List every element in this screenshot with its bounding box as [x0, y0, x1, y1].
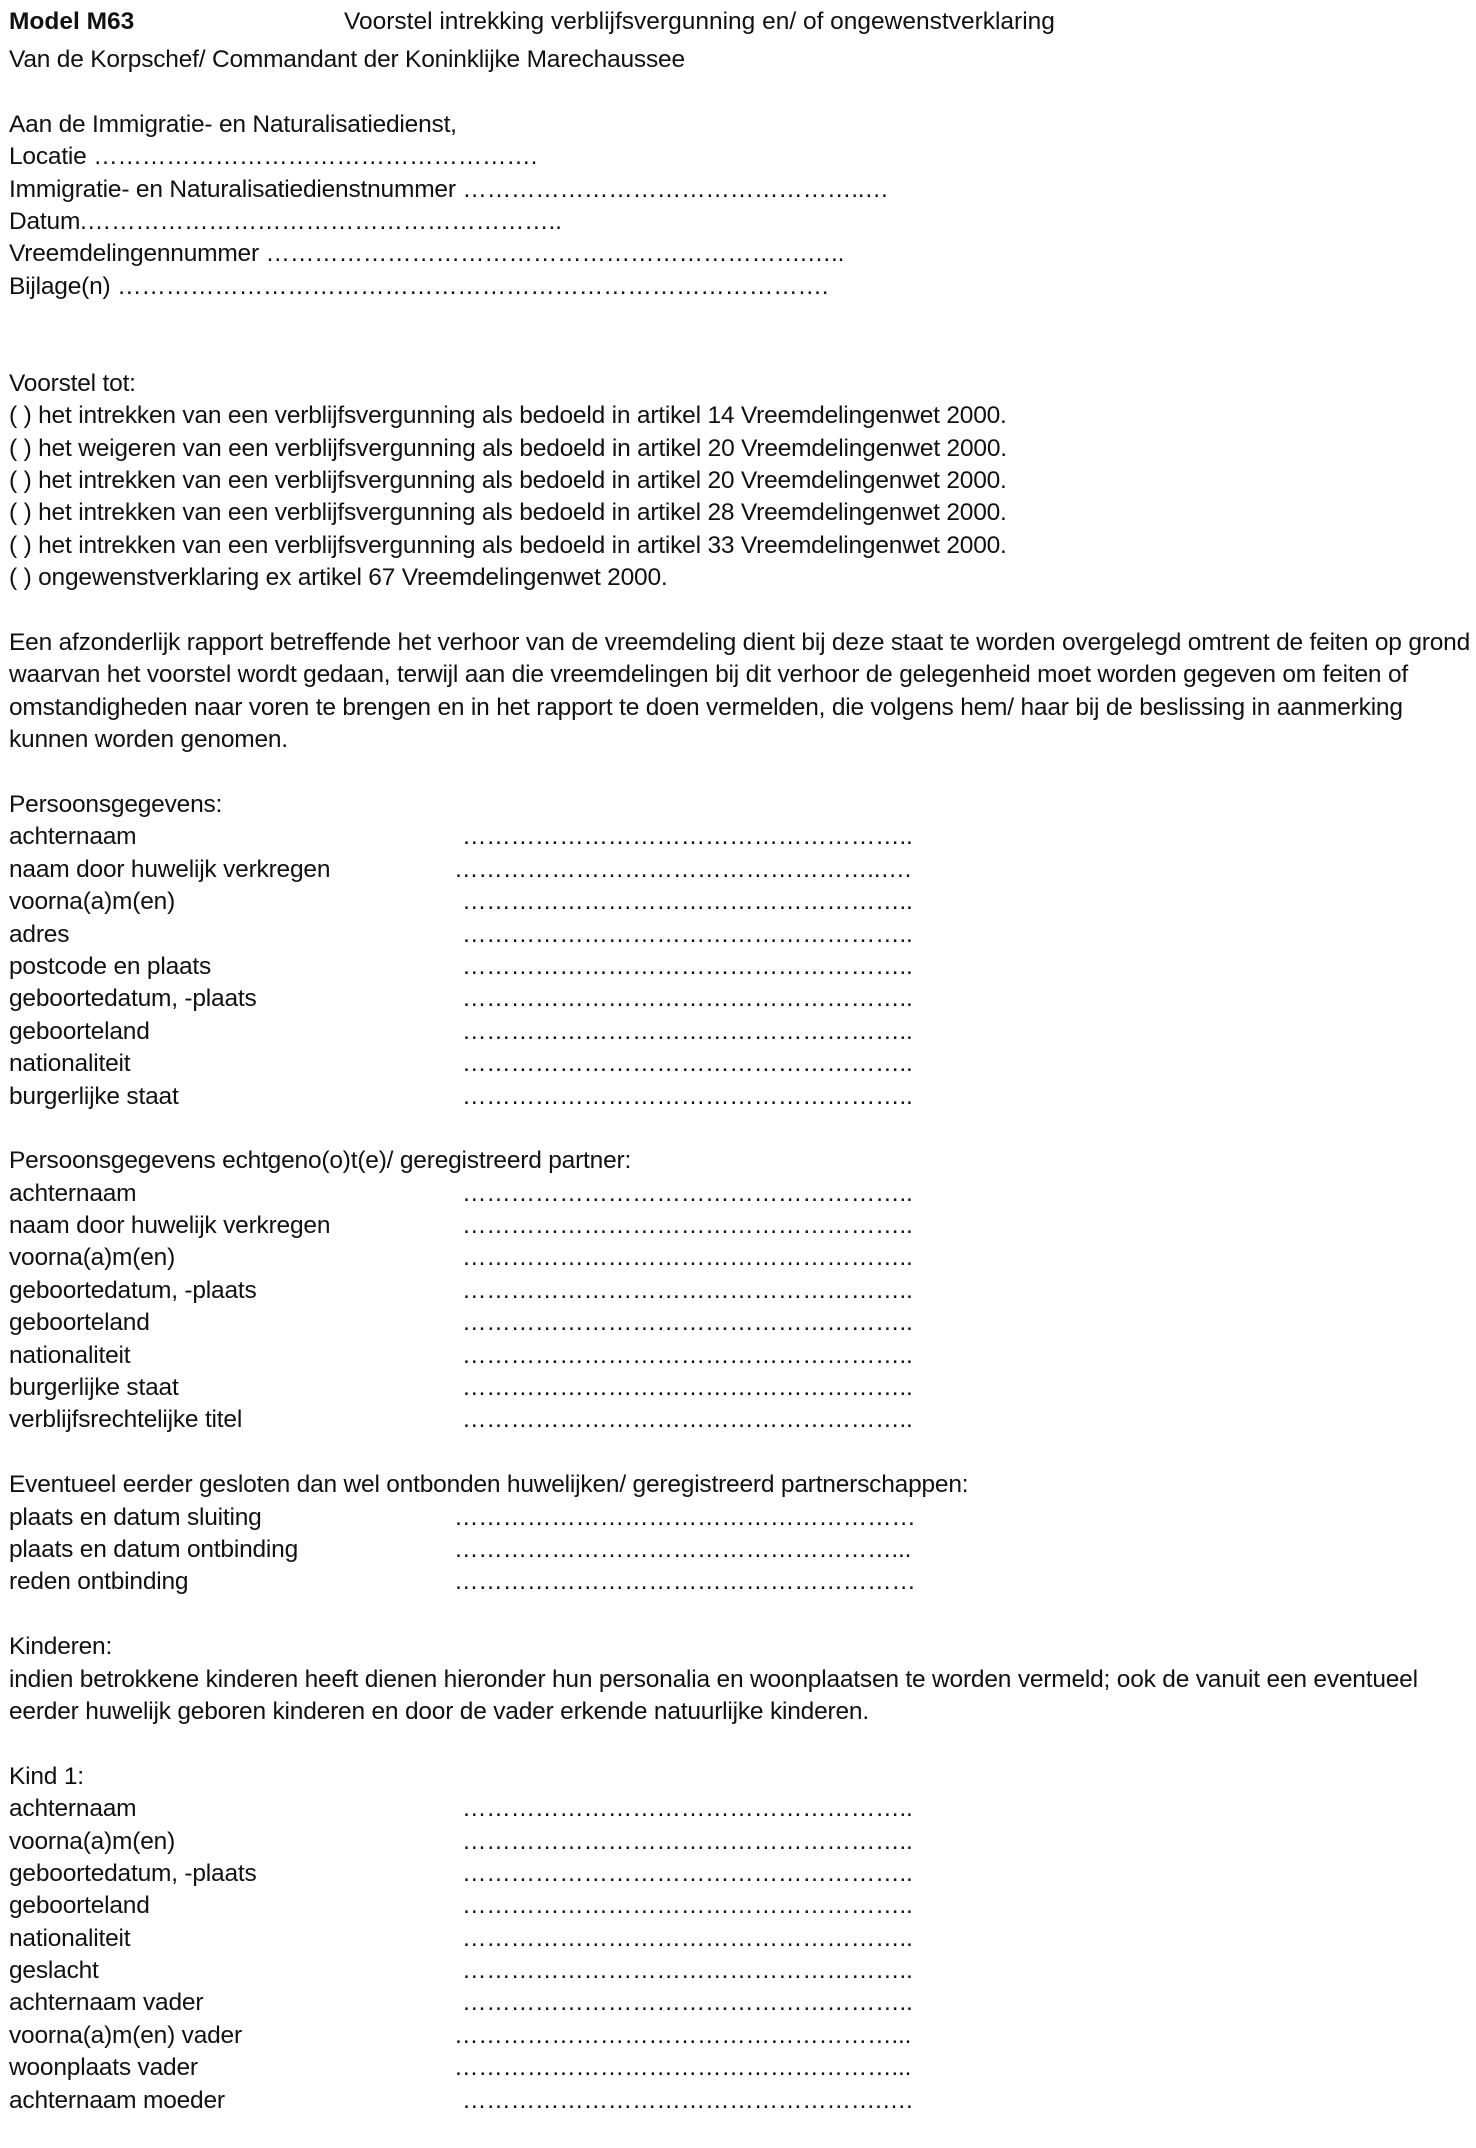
children-instruction: eerder huwelijk geboren kinderen en door de vader erkende natuurlijke kinderen. [9, 1697, 869, 1725]
children-instruction: indien betrokkene kinderen heeft dienen hieronder hun personalia en woonplaatsen te worden vermeld; ook de vanuit een eventueel [9, 1665, 1418, 1693]
proposal-option: ( ) het weigeren van een verblijfsvergunning als bedoeld in artikel 20 Vreemdelingenwet 2000. [9, 434, 1007, 462]
sender-line: Van de Korpschef/ Commandant der Koninklijke Marechaussee [9, 46, 685, 73]
field-dots: ……………………………………………….. [462, 1989, 913, 2017]
report-line: omstandigheden naar voren te brengen en in het rapport te doen vermelden, die volgens hem/ haar bij de beslissing in aanmerking [9, 693, 1403, 721]
form-row [9, 2052, 1449, 2084]
date-field: Datum.………………………………………………….. [9, 207, 562, 235]
field-dots: ……………………………………………….. [462, 1374, 913, 1402]
field-dots: ……………………………………………….. [462, 1406, 913, 1434]
field-label: adres [9, 920, 70, 948]
personal-data-section [9, 789, 1449, 1113]
form-row [9, 1890, 1449, 1922]
proposal-heading: Voorstel tot: [9, 369, 136, 397]
proposal-option: ( ) het intrekken van een verblijfsvergunning als bedoeld in artikel 14 Vreemdelingenwet 2000. [9, 402, 1007, 430]
proposal-option: ( ) het intrekken van een verblijfsvergunning als bedoeld in artikel 33 Vreemdelingenwet 2000. [9, 531, 1007, 559]
proposal-option: ( ) het intrekken van een verblijfsvergunning als bedoeld in artikel 20 Vreemdelingenwet 2000. [9, 467, 1007, 495]
report-line: waarvan het voorstel wordt gedaan, terwijl aan die vreemdelingen bij dit verhoor de gelegenheid moet worden gegeven om feiten of [9, 661, 1409, 689]
form-row [9, 919, 1449, 951]
report-line: Een afzonderlijk rapport betreffende het verhoor van de vreemdeling dient bij deze staat te worden overgelegd omtrent de feiten op grond [9, 629, 1470, 657]
field-dots: ……………………………………………….. [462, 920, 913, 948]
form-row [9, 1534, 1449, 1566]
form-row [9, 1210, 1449, 1242]
report-line: kunnen worden genomen. [9, 726, 288, 754]
document-header [9, 0, 1449, 44]
field-dots: ……………………………………………….. [462, 985, 913, 1013]
form-row [9, 1016, 1449, 1048]
field-label: geboorteland [9, 1892, 150, 1920]
field-label: achternaam vader [9, 1989, 204, 2017]
field-dots: ………………………………………………... [454, 1535, 912, 1563]
field-label: geboortedatum, -plaats [9, 1276, 257, 1304]
ind-number-field: Immigratie- en Naturalisatiedienstnummer …………………………………………..… [9, 175, 889, 203]
field-label: geboortedatum, -plaats [9, 985, 257, 1013]
proposal-option: ( ) ongewenstverklaring ex artikel 67 Vreemdelingenwet 2000. [9, 564, 668, 592]
field-dots: ……………………………………………….. [462, 1309, 913, 1337]
field-label: verblijfsrechtelijke titel [9, 1406, 243, 1434]
form-row [9, 2085, 1449, 2117]
field-label: nationaliteit [9, 1050, 131, 1078]
form-row [9, 1955, 1449, 1987]
form-row [9, 1372, 1449, 1404]
field-label: voorna(a)m(en) [9, 888, 176, 916]
field-label: plaats en datum sluiting [9, 1503, 262, 1531]
field-dots: ……………………………………………….. [462, 1082, 913, 1110]
field-dots: ……………………………………………….. [462, 1924, 913, 1952]
field-dots: ……………………………………………….. [462, 1892, 913, 1920]
field-dots: ……………………………………………….. [462, 1179, 913, 1207]
field-label: postcode en plaats [9, 952, 212, 980]
form-row [9, 1048, 1449, 1080]
field-label: reden ontbinding [9, 1568, 189, 1596]
form-row [9, 951, 1449, 983]
form-row [9, 983, 1449, 1015]
form-row [9, 1275, 1449, 1307]
proposal-section [9, 368, 1449, 595]
field-dots: ……………………………………………….. [462, 1795, 913, 1823]
form-row [9, 886, 1449, 918]
alien-number-field: Vreemdelingennummer ………………………………………………………….….. [9, 240, 845, 268]
field-dots: ……………………………………………….. [462, 1050, 913, 1078]
recipient-block [9, 109, 1449, 303]
form-row [9, 1340, 1449, 1372]
field-label: achternaam [9, 1179, 137, 1207]
form-row [9, 1793, 1449, 1825]
form-row [9, 1502, 1449, 1534]
field-dots: ………………………………………………... [454, 2021, 912, 2049]
field-dots: ……………………………………………….. [462, 1827, 913, 1855]
form-row [9, 1858, 1449, 1890]
field-dots: …………………………………………….…. [462, 2086, 913, 2114]
form-row [9, 1566, 1449, 1598]
proposal-option: ( ) het intrekken van een verblijfsvergunning als bedoeld in artikel 28 Vreemdelingenwet 2000. [9, 499, 1007, 527]
field-label: plaats en datum ontbinding [9, 1535, 299, 1563]
form-row [9, 1923, 1449, 1955]
field-dots: ……………………………………………….. [462, 1017, 913, 1045]
field-dots: ……………………………………………….. [462, 1276, 913, 1304]
marriages-section [9, 1469, 1449, 1599]
field-dots: ……………………………………………….. [462, 952, 913, 980]
location-field: Locatie ………………………………………………. [9, 143, 538, 171]
report-paragraph [9, 627, 1470, 757]
field-label: burgerlijke staat [9, 1082, 179, 1110]
form-row [9, 821, 1449, 853]
field-label: naam door huwelijk verkregen [9, 1212, 331, 1240]
field-label: voorna(a)m(en) vader [9, 2021, 242, 2049]
field-label: naam door huwelijk verkregen [9, 855, 331, 883]
child-1-section [9, 1761, 1449, 2117]
field-dots: ………………………………………………… [454, 1503, 916, 1531]
marriages-heading: Eventueel eerder gesloten dan wel ontbonden huwelijken/ geregistreerd partnerschappen: [9, 1471, 969, 1499]
field-label: voorna(a)m(en) [9, 1244, 176, 1272]
field-dots: ……………………………………………….. [462, 1341, 913, 1369]
field-label: woonplaats vader [9, 2054, 198, 2082]
form-row [9, 1307, 1449, 1339]
form-row [9, 1987, 1449, 2019]
child-1-heading: Kind 1: [9, 1762, 84, 1790]
field-dots: ……………………………………………….. [462, 888, 913, 916]
attachments-field: Bijlage(n) ……………………………………………………………………………. [9, 272, 829, 300]
field-label: geslacht [9, 1957, 99, 1985]
field-dots: ………………………………………………... [454, 2054, 912, 2082]
children-heading: Kinderen: [9, 1633, 113, 1661]
field-dots: ……………………………………………….. [462, 1212, 913, 1240]
partner-data-heading: Persoonsgegevens echtgeno(o)t(e)/ geregistreerd partner: [9, 1147, 632, 1175]
partner-data-section [9, 1145, 1449, 1437]
document-page [9, 0, 1470, 2117]
form-row [9, 1404, 1449, 1436]
field-dots: ……………………………………………….. [462, 1244, 913, 1272]
form-row [9, 2020, 1449, 2052]
form-row [9, 1081, 1449, 1113]
children-section [9, 1631, 1449, 1728]
recipient-line: Aan de Immigratie- en Naturalisatiedienst, [9, 110, 457, 138]
field-label: burgerlijke staat [9, 1374, 179, 1402]
field-dots: ……………………………………………….. [462, 823, 913, 851]
field-label: achternaam moeder [9, 2086, 225, 2114]
field-label: voorna(a)m(en) [9, 1827, 176, 1855]
field-dots: ……………………………………………….. [462, 1957, 913, 1985]
field-dots: ………………………………………………… [454, 1568, 916, 1596]
form-row [9, 1242, 1449, 1274]
field-dots: ……………………………………………..…. [454, 855, 912, 883]
field-label: geboorteland [9, 1017, 150, 1045]
form-row [9, 854, 1449, 886]
personal-data-heading: Persoonsgegevens: [9, 791, 223, 818]
document-title: Voorstel intrekking verblijfsvergunning en/ of ongewenstverklaring [344, 8, 1055, 35]
field-label: geboorteland [9, 1309, 150, 1337]
field-label: achternaam [9, 1795, 137, 1823]
form-row [9, 1178, 1449, 1210]
field-dots: ……………………………………………….. [462, 1859, 913, 1887]
field-label: geboortedatum, -plaats [9, 1859, 257, 1887]
field-label: nationaliteit [9, 1924, 131, 1952]
model-code: Model M63 [9, 8, 135, 35]
field-label: achternaam [9, 823, 137, 851]
field-label: nationaliteit [9, 1341, 131, 1369]
form-row [9, 1826, 1449, 1858]
